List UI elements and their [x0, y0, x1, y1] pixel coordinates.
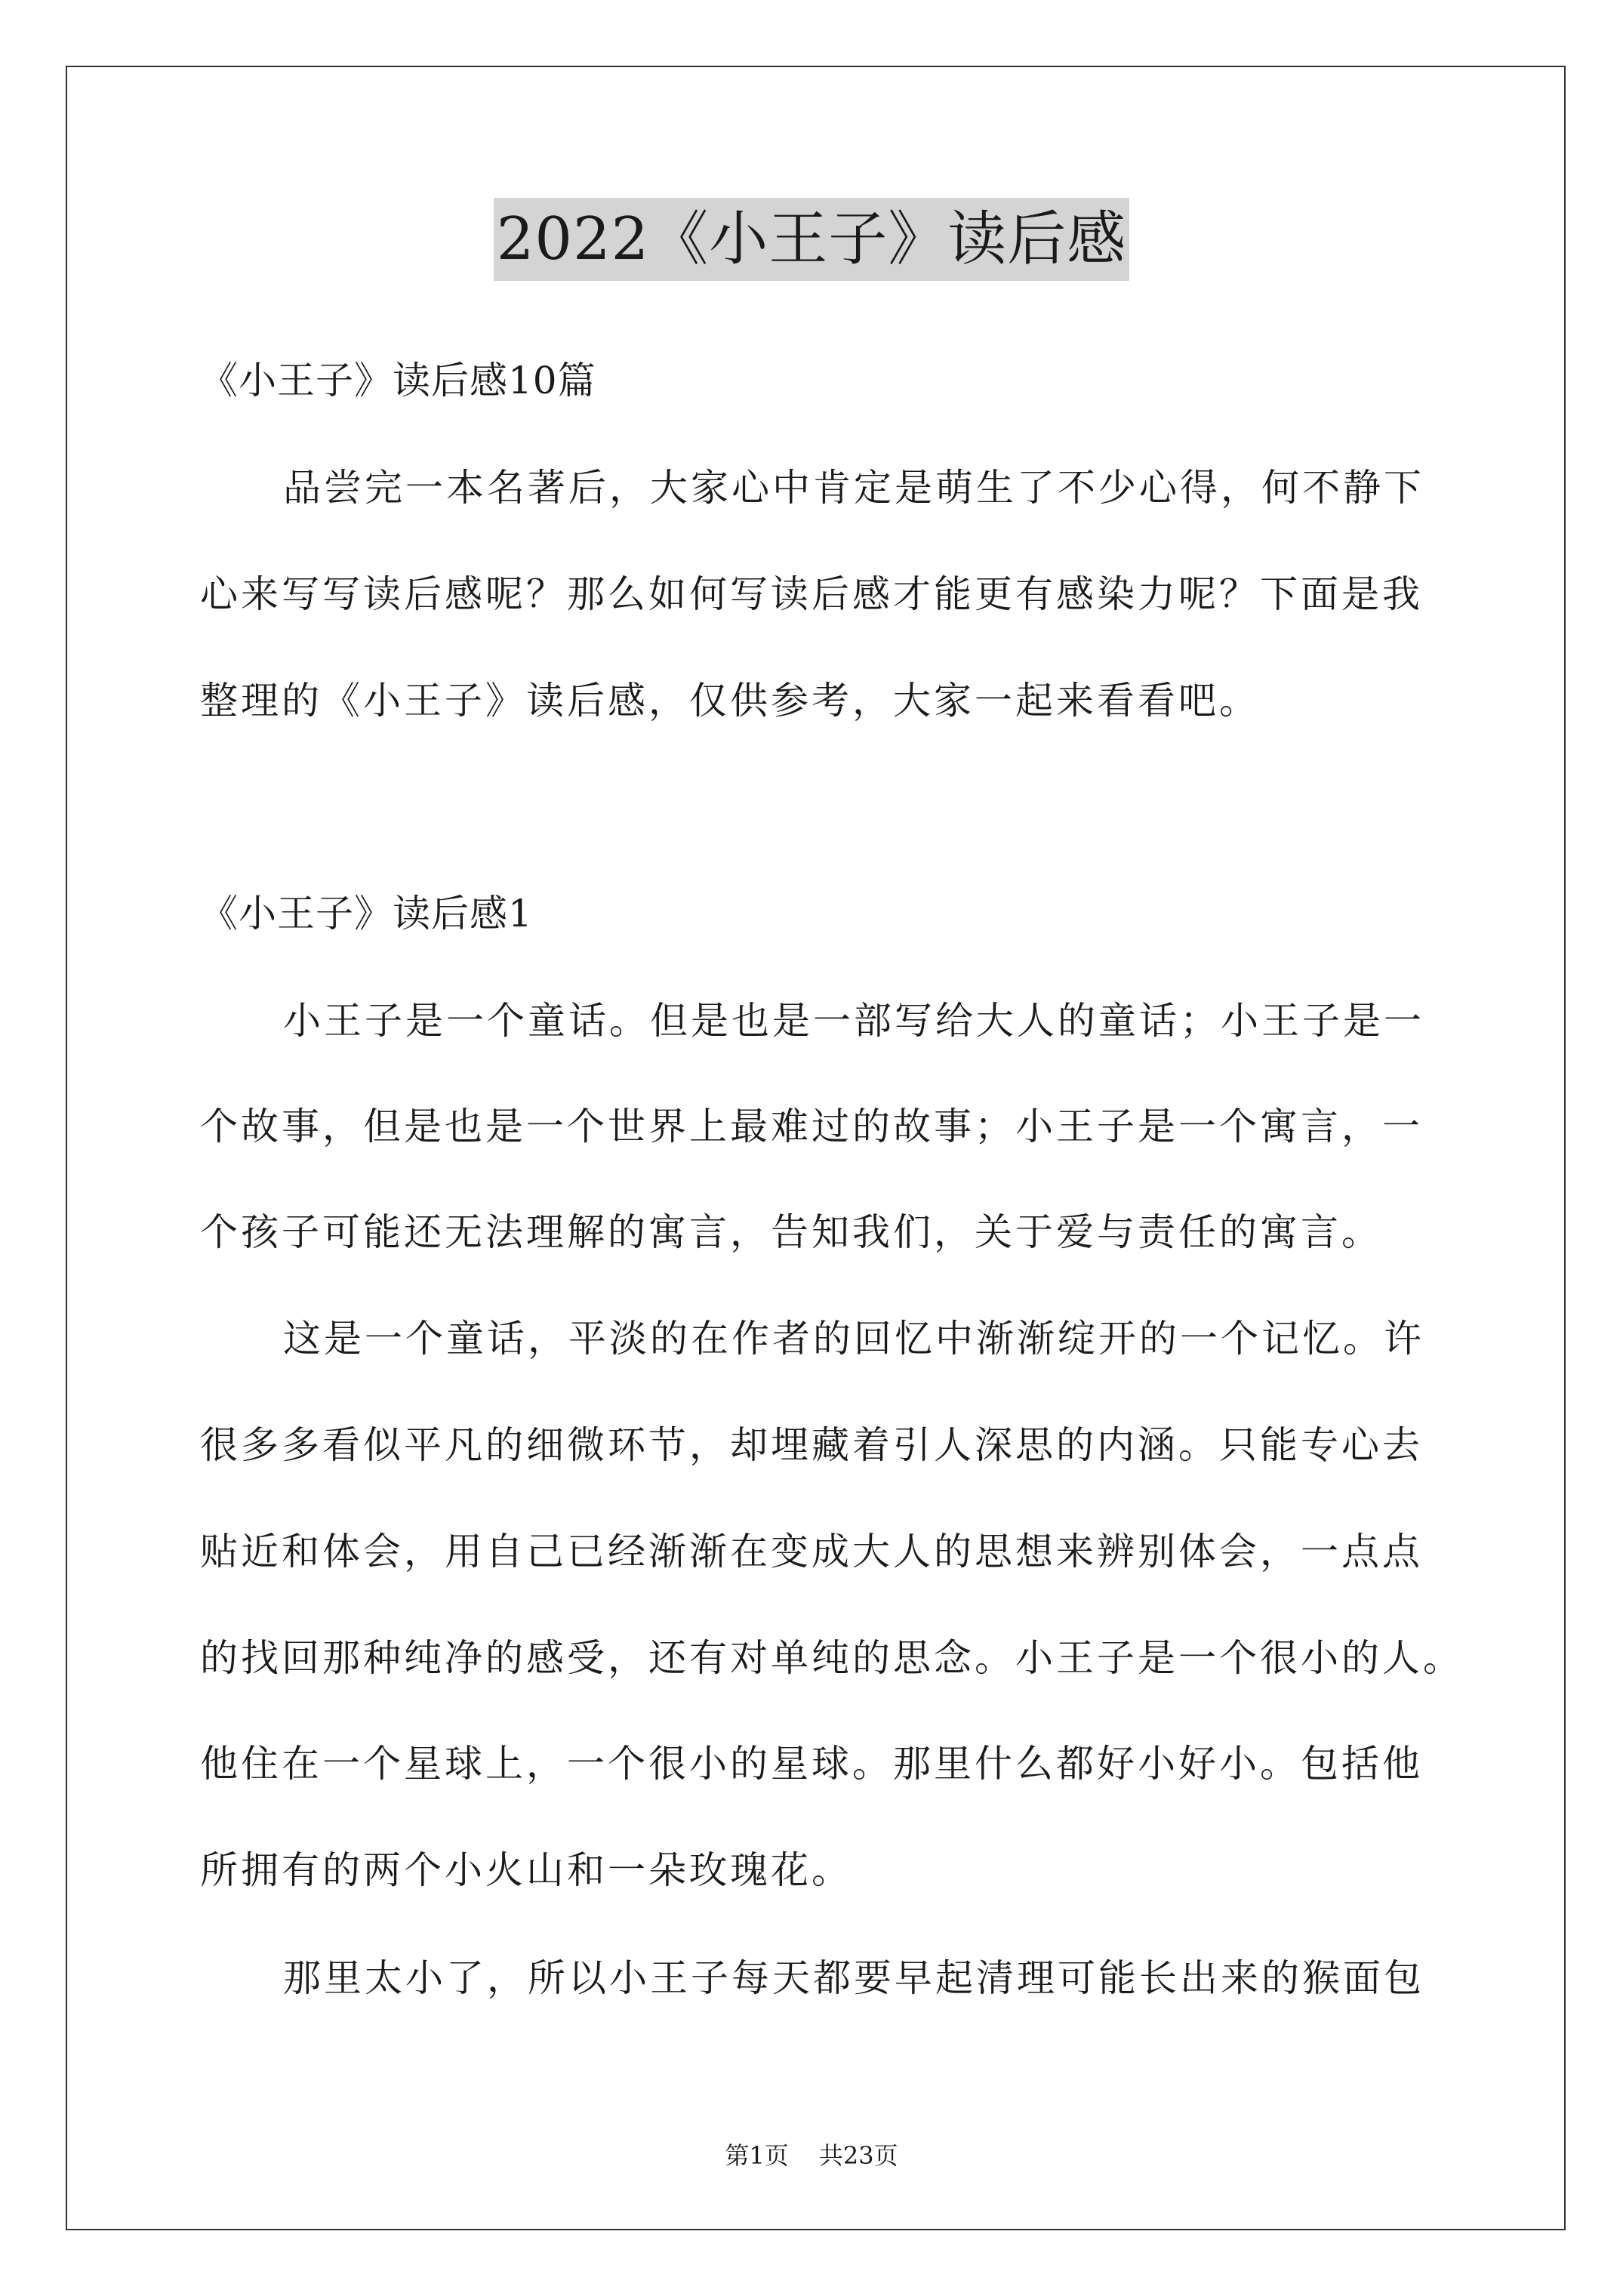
document-title: 2022《小王子》读后感 — [494, 198, 1130, 281]
main-heading: 《小王子》读后感10篇 — [200, 359, 596, 402]
page-footer — [0, 2140, 1623, 2171]
para3-line-1: 那里太小了，所以小王子每天都要早起清理可能长出来的猴面包 — [283, 1956, 1424, 2000]
para2-line-4: 的找回那种纯净的感受，还有对单纯的思念。小王子是一个很小的人。 — [200, 1636, 1464, 1680]
title-container — [0, 198, 1623, 281]
page-number-total: 共23页 — [818, 2141, 898, 2170]
para1-line-2: 个故事，但是也是一个世界上最难过的故事；小王子是一个寓言，一 — [200, 1105, 1423, 1148]
para2-line-3: 贴近和体会，用自己已经渐渐在变成大人的思想来辨别体会，一点点 — [200, 1530, 1423, 1573]
intro-line-2: 心来写写读后感呢？那么如何写读后感才能更有感染力呢？下面是我 — [200, 572, 1423, 616]
section-heading-1: 《小王子》读后感1 — [200, 892, 533, 935]
para1-line-1: 小王子是一个童话。但是也是一部写给大人的童话；小王子是一 — [283, 999, 1424, 1043]
para2-line-6: 所拥有的两个小火山和一朵玫瑰花。 — [200, 1848, 852, 1892]
para2-line-5: 他住在一个星球上，一个很小的星球。那里什么都好小好小。包括他 — [200, 1742, 1423, 1786]
para2-line-1: 这是一个童话，平淡的在作者的回忆中渐渐绽开的一个记忆。许 — [283, 1317, 1424, 1361]
page-number-current: 第1页 — [725, 2141, 789, 2170]
intro-line-3: 整理的《小王子》读后感，仅供参考，大家一起来看看吧。 — [200, 679, 1260, 723]
para1-line-3: 个孩子可能还无法理解的寓言，告知我们，关于爱与责任的寓言。 — [200, 1210, 1382, 1254]
para2-line-2: 很多多看似平凡的细微环节，却埋藏着引人深思的内涵。只能专心去 — [200, 1423, 1423, 1467]
intro-line-1: 品尝完一本名著后，大家心中肯定是萌生了不少心得，何不静下 — [283, 466, 1424, 510]
